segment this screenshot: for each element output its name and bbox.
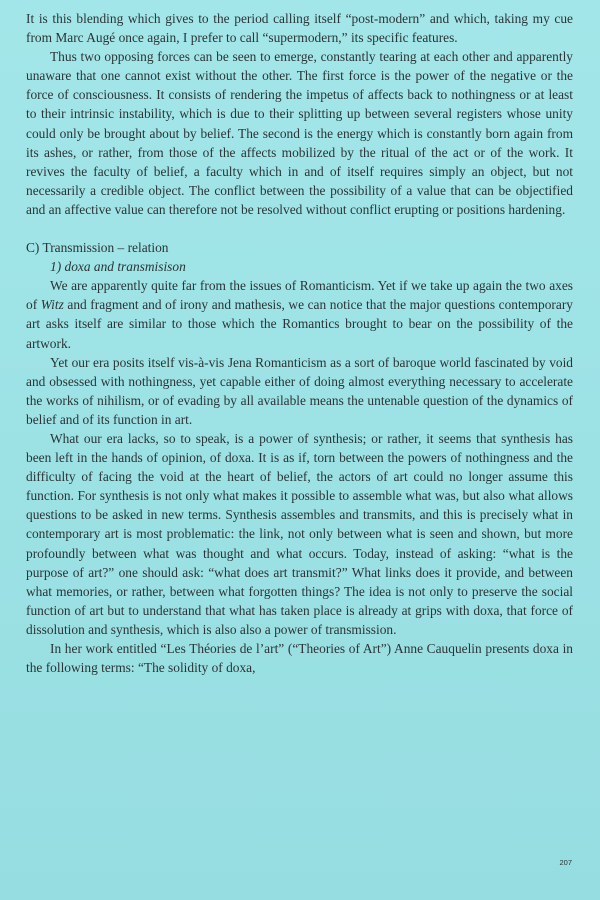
paragraph: What our era lacks, so to speak, is a power of synthesis; or rather, it seems that synthesis has been left in the hands of opinion, of doxa. It is as if, torn between the powers of nothingness and the difficulty of facing the void at the heart of belief, the actors of art could no longer assume this function. For synthesis is not only what makes it possible to assemble what was, but also what allows questions to be asked in new terms. Synthesis assembles and transmits, and this is precisely what in contemporary art is most problematic: the link, not only between what is seen and shown, but more profoundly between what was thought and what occurs. Today, instead of asking: “what is the purpose of art?” one should ask: “what does art transmit?” What links does it provide, and between what memories, or rather, between what forgotten things? The idea is not only to preserve the social function of art but to understand that what has taken place is already at grips with doxa, that force of dissolution and synthesis, which is also also a power of transmission. [26,430,573,637]
paragraph-text: and fragment and of irony and mathesis, we can notice that the major questions contemporary art asks itself are similar to those which the Romantics brought to bear on the possibility of the artwork. [26,297,573,351]
body-text [26,9,573,677]
paragraph: In her work entitled “Les Théories de l’art” (“Theories of Art”) Anne Cauquelin presents doxa in the following terms: “The solidity of doxa, [26,641,573,676]
page-number: 207 [559,858,572,867]
paragraph [26,276,573,352]
paragraph-text: We are apparently quite far from the issues of Romanticism. Yet if we take up again the two axes of [26,278,573,313]
paragraph: Yet our era posits itself vis-à-vis Jena Romanticism as a sort of baroque world fascinated by void and obsessed with nothingness, yet capable either of doing almost everything necessary to accelerate the works of nihilism, or of evading by all available means the untenable question of the dynamics of belief and of its function in art. [26,354,573,427]
section-heading: C) Transmission – relation [26,240,169,256]
subsection-heading: 1) doxa and transmisison [50,259,186,275]
paragraph-emphasis: Witz [40,297,64,313]
section-gap [26,219,573,238]
paragraph: Thus two opposing forces can be seen to emerge, constantly tearing at each other and apparently unaware that one cannot exist without the other. The first force is the power of the negative or the force of consciousness. It consists of rendering the impetus of affects back to nothingness or at least to their intrinsic instability, which is due to their splitting up between several registers whose unity could only be brought about by belief. The second is the energy which is constantly born again from its ashes, or rather, from those of the affects mobilized by the ritual of the act or of the work. It revives the faculty of belief, a faculty which in and of itself requires simply an object, but not necessarily a credible object. The conflict between the possibility of a value that can be objectified and an affective value can therefore not be resolved without conflict erupting or positions hardening. [26,49,573,217]
paragraph: It is this blending which gives to the period calling itself “post-modern” and which, taking my cue from Marc Augé once again, I prefer to call “supermodern,” its specific features. [26,11,573,46]
